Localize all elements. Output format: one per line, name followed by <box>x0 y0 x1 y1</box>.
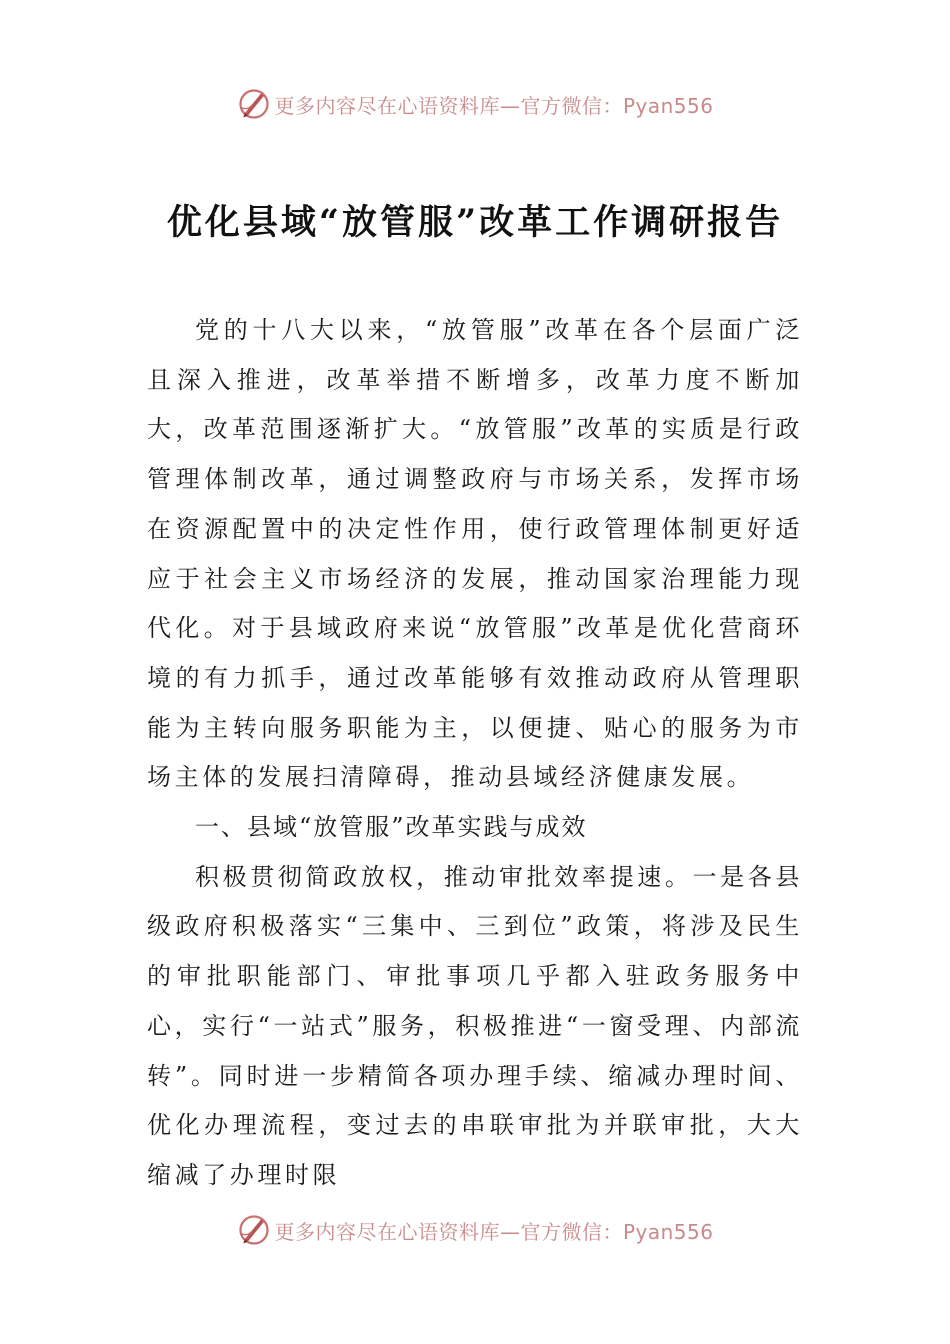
pen-circle-logo-icon <box>236 86 272 122</box>
document-title: 优化县域“放管服”改革工作调研报告 <box>166 202 784 244</box>
footer-watermark-banner <box>0 1210 950 1250</box>
pen-circle-logo-icon <box>236 1212 272 1248</box>
watermark-text: 更多内容尽在心语资料库—官方微信：Pyan556 <box>274 93 714 118</box>
document-body <box>147 306 803 1201</box>
header-watermark-banner <box>0 84 950 124</box>
paragraph: 党的十八大以来，“放管服”改革在各个层面广泛且深入推进，改革举措不断增多，改革力度不断加大，改革范围逐渐扩大。“放管服”改革的实质是行政管理体制改革，通过调整政府与市场关系，发挥市场在资源配置中的决定性作用，使行政管理体制更好适应于社会主义市场经济的发展，推动国家治理能力现代化。对于县域政府来说“放管服”改革是优化营商环境的有力抓手，通过改革能够有效推动政府从管理职能为主转向服务职能为主，以便捷、贴心的服务为市场主体的发展扫清障碍，推动县域经济健康发展。 <box>147 316 803 792</box>
paragraph: 积极贯彻简政放权，推动审批效率提速。一是各县级政府积极落实“三集中、三到位”政策，将涉及民生的审批职能部门、审批事项几乎都入驻政务服务中心，实行“一站式”服务，积极推进“一窗受理、内部流转”。同时进一步精简各项办理手续、缩减办理时间、优化办理流程，变过去的串联审批为并联审批，大大缩减了办理时限 <box>147 862 803 1189</box>
watermark-text: 更多内容尽在心语资料库—官方微信：Pyan556 <box>274 1219 714 1244</box>
section-heading: 一、县域“放管服”改革实践与成效 <box>195 813 588 842</box>
